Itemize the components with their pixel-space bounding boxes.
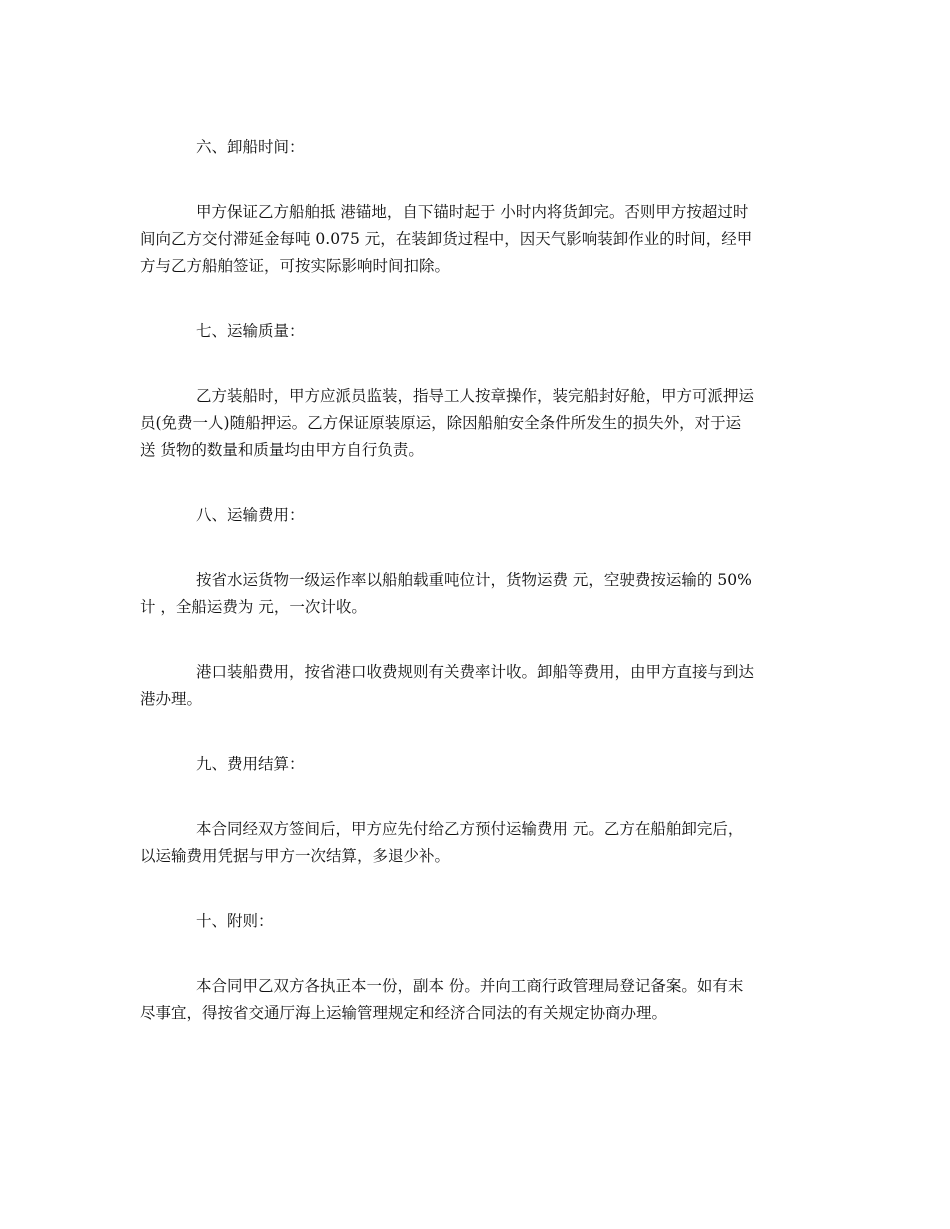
paragraph-line: 计 ，全船运费为 元，一次计收。: [140, 598, 367, 616]
section-heading-7: 七、运输质量：: [196, 322, 305, 340]
paragraph-line: 方与乙方船舶签证，可按实际影响时间扣除。: [140, 257, 451, 275]
paragraph-line: 本合同经双方签间后，甲方应先付给乙方预付运输费用 元。乙方在船舶卸完后，: [196, 820, 744, 838]
section-heading-10: 十、附则：: [196, 912, 274, 930]
paragraph-line: 尽事宜，得按省交通厅海上运输管理规定和经济合同法的有关规定协商办理。: [140, 1004, 668, 1022]
paragraph-line: 按省水运货物一级运作率以船舶载重吨位计，货物运费 元，空驶费按运输的 50%: [196, 571, 752, 589]
paragraph-line: 以运输费用凭据与甲方一次结算，多退少补。: [140, 847, 451, 865]
section-heading-6: 六、卸船时间：: [196, 138, 305, 156]
paragraph-line: 乙方装船时，甲方应派员监装，指导工人按章操作，装完船封好舱，甲方可派押运: [196, 387, 755, 405]
paragraph-line: 送 货物的数量和质量均由甲方自行负责。: [140, 441, 424, 459]
paragraph-line: 港办理。: [140, 690, 203, 708]
section-heading-8: 八、运输费用：: [196, 506, 305, 524]
paragraph-line: 甲方保证乙方船舶抵 港锚地，自下锚时起于 小时内将货卸完。否则甲方按超过时: [196, 203, 749, 221]
paragraph-line: 本合同甲乙双方各执正本一份，副本 份。并向工商行政管理局登记备案。如有末: [196, 977, 744, 995]
paragraph-line: 间向乙方交付滞延金每吨 0.075 元，在装卸货过程中，因天气影响装卸作业的时间，经甲: [140, 230, 753, 248]
paragraph-line: 港口装船费用，按省港口收费规则有关费率计收。卸船等费用，由甲方直接与到达: [196, 663, 755, 681]
paragraph-line: 员(免费一人)随船押运。乙方保证原装原运，除因船舶安全条件所发生的损失外，对于运: [140, 414, 742, 432]
section-heading-9: 九、费用结算：: [196, 755, 305, 773]
